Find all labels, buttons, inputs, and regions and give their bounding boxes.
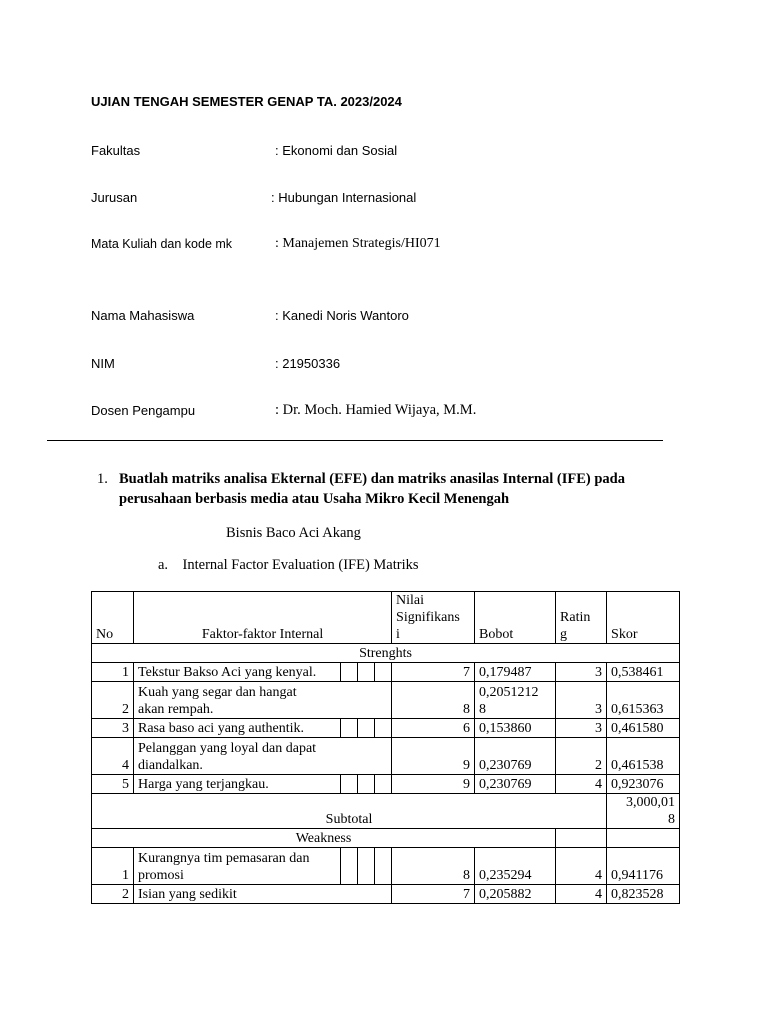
subtotal-row	[92, 794, 680, 829]
header-rating: Ratin g	[556, 592, 607, 644]
ife-matrix-table	[91, 591, 680, 904]
table-row: 2 Kuah yang segar dan hangat akan rempah. 8 0,2051212 8 3 0,615363	[92, 682, 680, 719]
fakultas-label: Fakultas	[91, 143, 141, 158]
dosen-label: Dosen Pengampu	[91, 403, 196, 418]
nim-value: : 21950336	[275, 356, 341, 371]
subtotal-label: Subtotal	[92, 794, 607, 829]
table-row: 4 Pelanggan yang loyal dan dapat diandalkan. 9 0,230769 2 0,461538	[92, 738, 680, 775]
header-no: No	[92, 592, 134, 644]
header-nilai: Nilai Signifikans i	[392, 592, 475, 644]
matkul-value: : Manajemen Strategis/HI071	[275, 236, 441, 251]
nama-value: : Kanedi Noris Wantoro	[275, 308, 409, 323]
subtotal-skor: 3,000,01 8	[607, 794, 680, 829]
section-strengths-row	[92, 644, 680, 663]
header-skor: Skor	[607, 592, 680, 644]
horizontal-divider	[47, 440, 663, 441]
question-line-2: perusahaan berbasis media atau Usaha Mikro Kecil Menengah	[119, 491, 510, 507]
table-row: 1 Kurangnya tim pemasaran dan promosi 8 0,235294 4 0,941176	[92, 848, 680, 885]
table-row: 3 Rasa baso aci yang authentik. 6 0,153860 3 0,461580	[92, 719, 680, 738]
header-bobot: Bobot	[475, 592, 556, 644]
question-line-1: Buatlah matriks analisa Ekternal (EFE) dan matriks anasilas Internal (IFE) pada	[119, 471, 625, 487]
nim-label: NIM	[91, 356, 115, 371]
header-faktor: Faktor-faktor Internal	[134, 592, 392, 644]
table-header-row	[92, 592, 680, 644]
jurusan-label: Jurusan	[91, 190, 138, 205]
jurusan-value: : Hubungan Internasional	[271, 190, 417, 205]
exam-title: UJIAN TENGAH SEMESTER GENAP TA. 2023/2024	[91, 94, 402, 109]
table-row: 2 Isian yang sedikit 7 0,205882 4 0,823528	[92, 885, 680, 904]
business-name: Bisnis Baco Aci Akang	[226, 525, 361, 541]
section-strengths-label: Strenghts	[92, 644, 680, 663]
fakultas-value: : Ekonomi dan Sosial	[275, 143, 398, 158]
nama-label: Nama Mahasiswa	[91, 308, 195, 323]
section-weakness-row	[92, 829, 680, 848]
dosen-value: : Dr. Moch. Hamied Wijaya, M.M.	[275, 402, 477, 418]
question-number: 1.	[97, 471, 108, 487]
table-row: 1 Tekstur Bakso Aci yang kenyal. 7 0,179487 3 0,538461	[92, 663, 680, 682]
ife-subheading: a. Internal Factor Evaluation (IFE) Matriks	[158, 557, 419, 573]
section-weakness-label: Weakness	[92, 829, 556, 848]
matkul-label: Mata Kuliah dan kode mk	[91, 237, 233, 251]
table-row: 5 Harga yang terjangkau. 9 0,230769 4 0,923076	[92, 775, 680, 794]
